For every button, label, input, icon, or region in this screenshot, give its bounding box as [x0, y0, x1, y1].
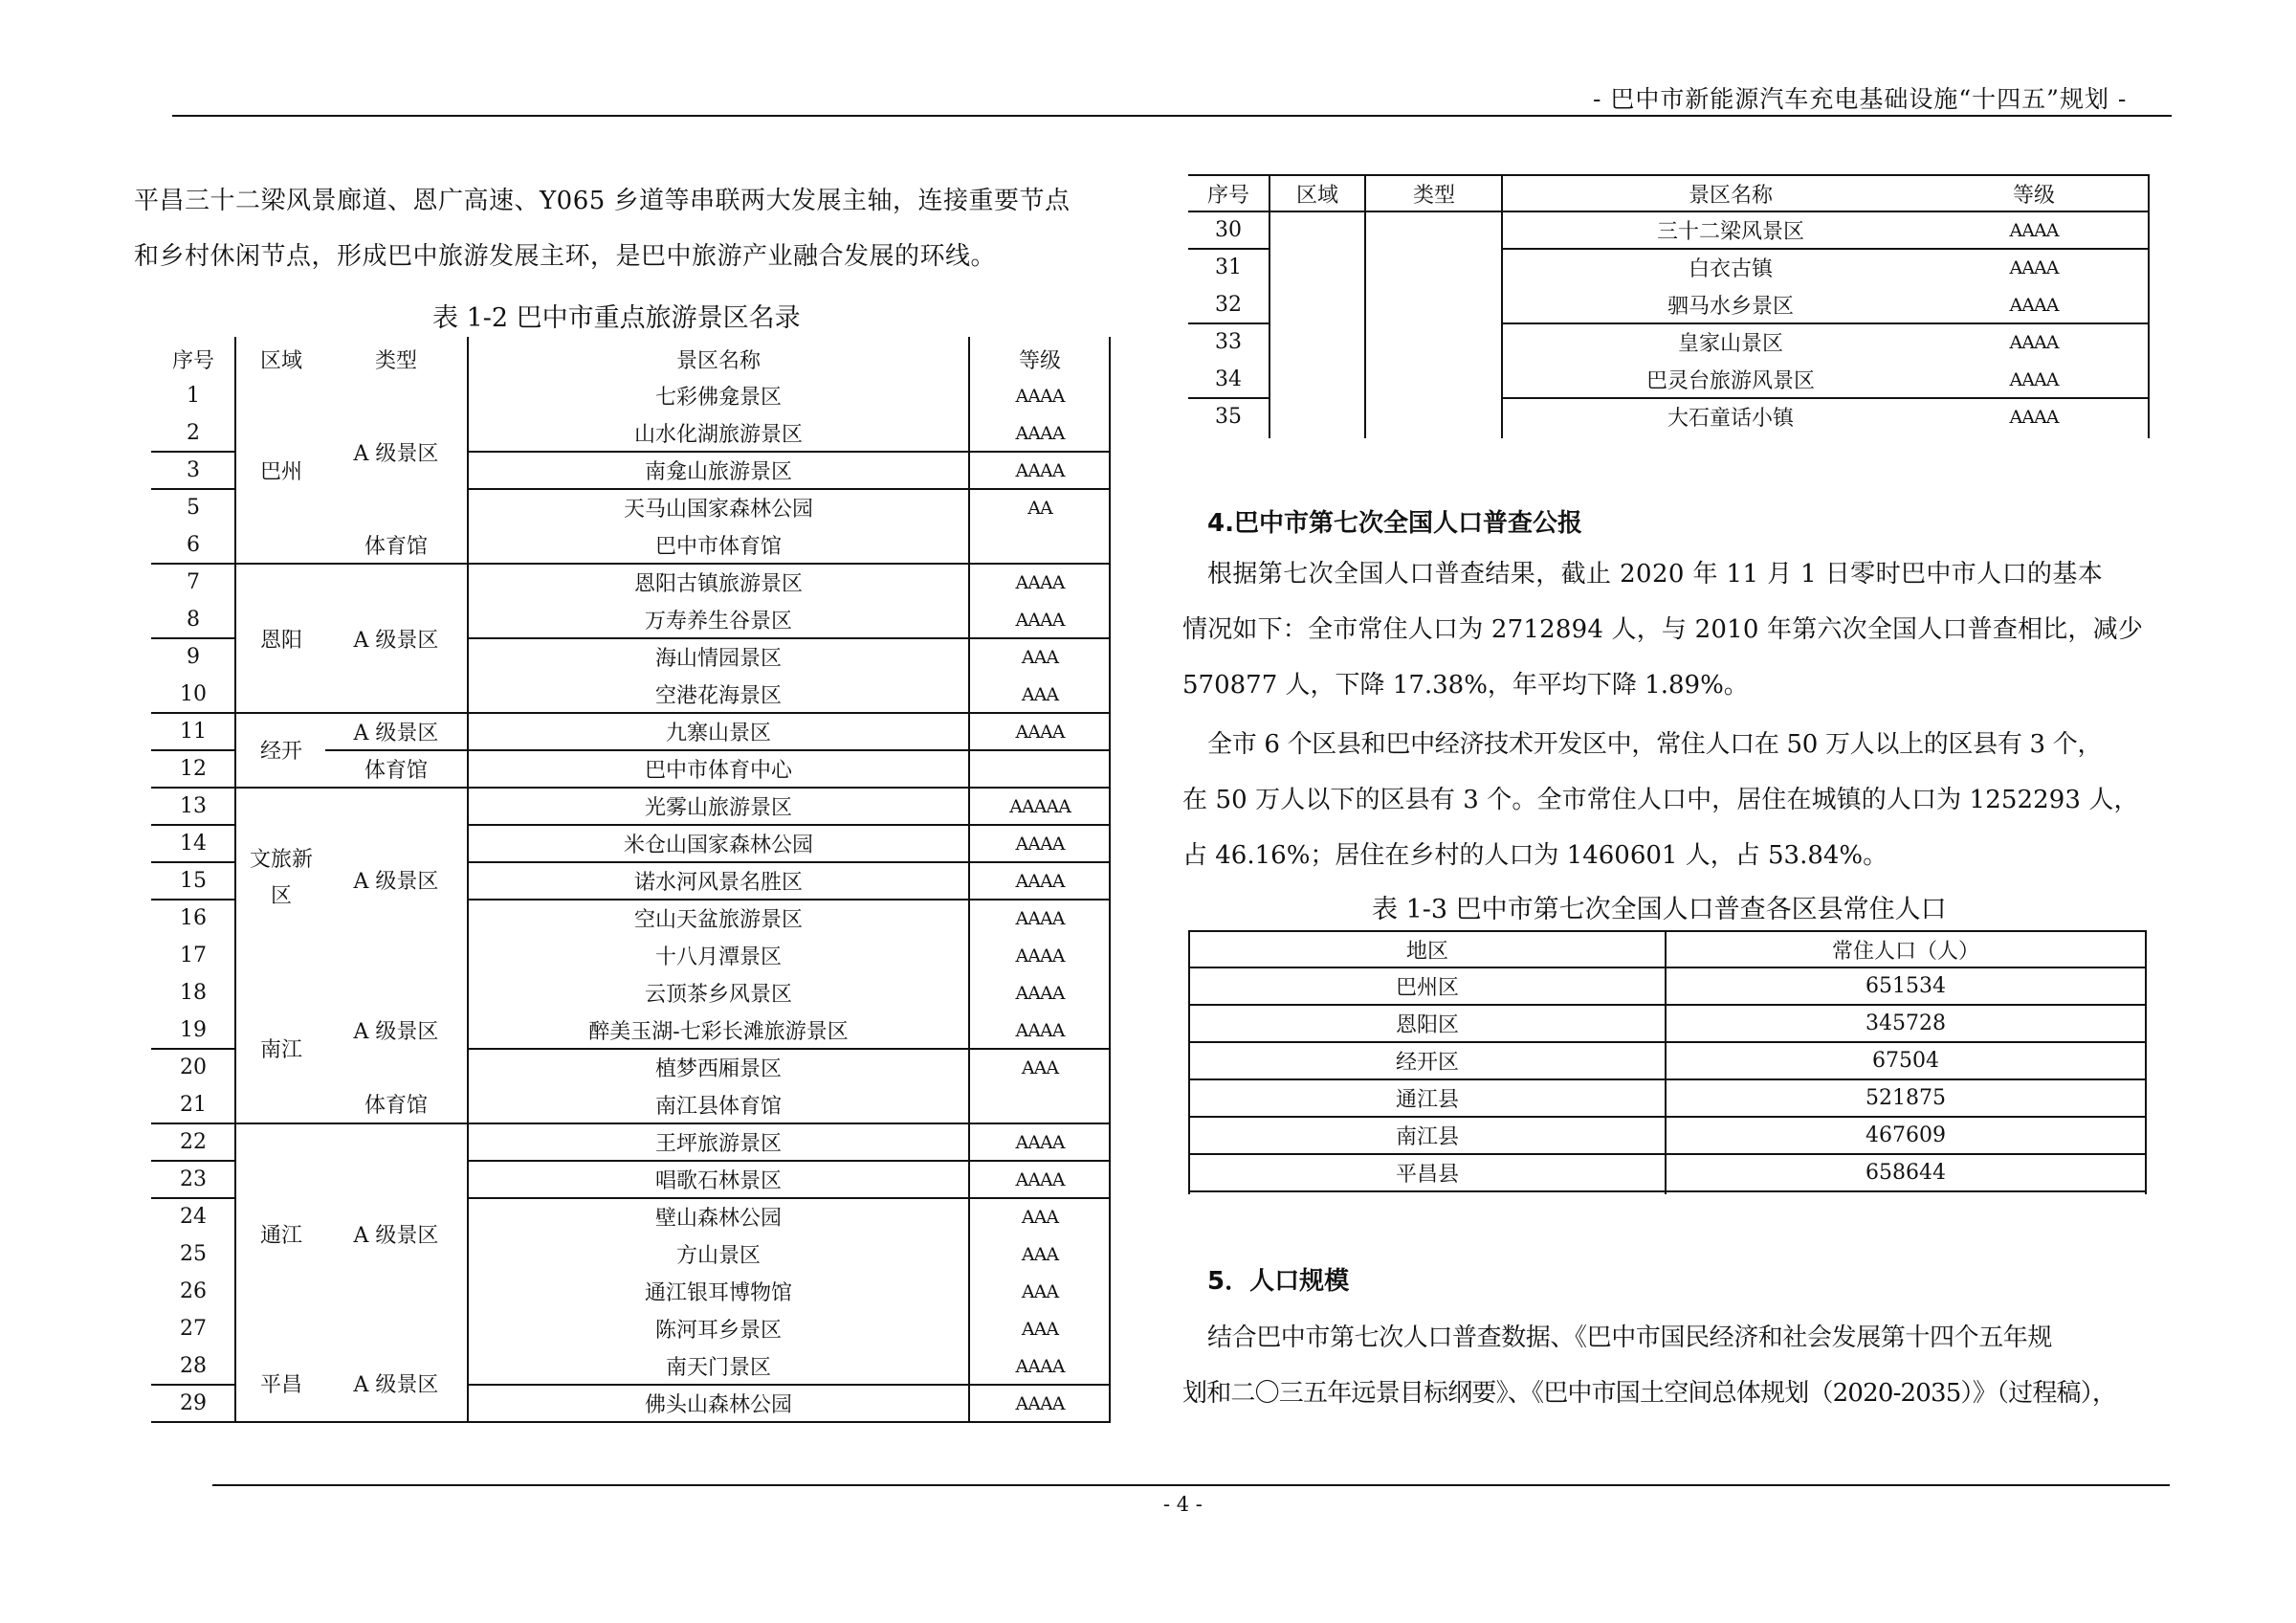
- t12-rule-name: [467, 637, 1111, 639]
- t12-row-grade: AAAA: [1015, 1392, 1065, 1414]
- t12-row-name: 王坪旅游景区: [654, 1132, 782, 1156]
- t12-row-grade: AAA: [1021, 1056, 1059, 1078]
- t12-rule-name: [467, 1197, 1111, 1199]
- t12c-header-region: 区域: [1295, 183, 1338, 208]
- t12c-row-no: 33: [1215, 330, 1242, 354]
- section-5-heading: 5．人口规模: [1207, 1267, 1350, 1296]
- t12-row-grade: AAAA: [1015, 982, 1065, 1004]
- t13-header-pop: 常住人口（人）: [1831, 939, 1979, 964]
- t12c-row-name: 白衣古镇: [1688, 257, 1773, 281]
- t12-row-no: 16: [180, 906, 207, 930]
- section-4-para1-line2: 情况如下：全市常住人口为 2712894 人，与 2010 年第六次全国人口普查相比，减少: [1182, 615, 2144, 644]
- t12c-header-type: 类型: [1412, 183, 1455, 208]
- t12-row-name: 九寨山景区: [665, 722, 771, 745]
- running-header: - 巴中市新能源汽车充电基础设施“十四五”规划 -: [1593, 85, 2128, 113]
- t12-row-name: 诺水河风景名胜区: [633, 871, 803, 895]
- t12c-rule: [1188, 322, 1269, 324]
- t12-rule-no: [151, 451, 235, 453]
- t13-row-pop: 658644: [1866, 1161, 1946, 1185]
- t12-rule-no: [151, 749, 235, 751]
- t12-row-name: 恩阳古镇旅游景区: [633, 572, 803, 596]
- t13-vline-mid: [1665, 930, 1667, 1194]
- t12-vline-1: [234, 337, 236, 1422]
- t12-row-no: 27: [180, 1317, 207, 1341]
- t12-rule-full: [151, 787, 1111, 789]
- t12-row-name: 南天门景区: [665, 1356, 771, 1380]
- t13-row-area: 经开区: [1395, 1051, 1459, 1075]
- t13-rule: [1188, 930, 2147, 932]
- t12-row-grade: AAAA: [1015, 907, 1065, 929]
- t12-row-no: 18: [180, 981, 207, 1005]
- t12-type-nanjiang-a: A 级景区: [353, 1020, 439, 1044]
- t12-row-no: 14: [180, 832, 207, 856]
- t12c-top-rule: [1188, 174, 2149, 176]
- t12-region-pingchang: 平昌: [259, 1373, 302, 1397]
- t12-rule-no: [151, 1048, 235, 1050]
- t12-rule-no: [151, 637, 235, 639]
- t12-row-grade: AAAA: [1015, 945, 1065, 967]
- t12-row-no: 28: [180, 1354, 207, 1378]
- t12c-vline-4: [2148, 174, 2150, 438]
- t12c-row-no: 32: [1215, 293, 1242, 317]
- t12-row-no: 22: [180, 1130, 207, 1154]
- t13-rule: [1188, 1190, 2147, 1192]
- t12-row-name: 巴中市体育中心: [644, 759, 792, 783]
- t12-row-grade: AAA: [1021, 1243, 1059, 1265]
- t13-vline-right: [2145, 930, 2147, 1194]
- t12-row-name: 唱歌石林景区: [654, 1169, 782, 1193]
- t12c-row-no: 34: [1215, 367, 1242, 391]
- t12-row-name: 醉美玉湖-七彩长滩旅游景区: [588, 1020, 849, 1044]
- t12-rule-name: [467, 749, 1111, 751]
- t12c-row-no: 35: [1215, 405, 1242, 429]
- t12-row-grade: AAAA: [1015, 571, 1065, 593]
- t12-row-no: 13: [180, 794, 207, 818]
- t12-row-no: 3: [187, 458, 200, 482]
- t13-row-pop: 521875: [1866, 1086, 1946, 1110]
- t12-row-no: 2: [187, 421, 200, 445]
- t12c-vline-2: [1364, 174, 1366, 438]
- t12-row-grade: AAAA: [1015, 609, 1065, 631]
- t12-rule-no: [151, 861, 235, 863]
- t13-rule: [1188, 1041, 2147, 1043]
- t12-row-name: 海山情园景区: [654, 647, 782, 671]
- t12-rule-name: [467, 488, 1111, 490]
- t12-rule-name: [467, 1384, 1111, 1386]
- t12c-row-grade: AAAA: [2009, 256, 2059, 278]
- t12-row-grade: AAAA: [1015, 833, 1065, 855]
- t12-row-no: 7: [187, 570, 200, 594]
- t12-vline-3: [968, 337, 970, 1422]
- t12-row-name: 七彩佛龛景区: [654, 386, 782, 410]
- intro-line-1: 平昌三十二梁风景廊道、恩广高速、Y065 乡道等串联两大发展主轴，连接重要节点: [134, 187, 1071, 215]
- t12-rule-no: [151, 824, 235, 826]
- t12-row-no: 15: [180, 869, 207, 893]
- t12-rule-name: [467, 1048, 1111, 1050]
- t12-row-grade: AAAA: [1015, 1131, 1065, 1153]
- t12-row-no: 21: [180, 1093, 207, 1117]
- t12-row-grade: AAAA: [1015, 1168, 1065, 1190]
- t12-row-name: 十八月潭景区: [654, 945, 782, 969]
- footer-rule: [212, 1484, 2170, 1486]
- t12-row-grade: AA: [1027, 497, 1052, 519]
- t12-rule-no: [151, 1197, 235, 1199]
- t13-row-area: 巴州区: [1395, 976, 1459, 1000]
- t12-region-wenlv: [237, 840, 325, 917]
- section-4-heading: 4.巴中市第七次全国人口普查公报: [1207, 509, 1582, 538]
- t12-row-name: 天马山国家森林公园: [623, 498, 813, 522]
- t13-vline-left: [1188, 930, 1190, 1194]
- intro-line-2: 和乡村休闲节点，形成巴中旅游发展主环，是巴中旅游产业融合发展的环线。: [134, 242, 997, 271]
- t12c-row-grade: AAAA: [2009, 406, 2059, 428]
- t12c-rule: [1501, 322, 2149, 324]
- t12-rule-no: [151, 1160, 235, 1162]
- t12c-vline-1: [1269, 174, 1270, 438]
- t12-type-nanjiang-gym: 体育馆: [364, 1094, 428, 1118]
- t12c-rule: [1188, 248, 1269, 250]
- section-4-para2-line3: 占 46.16%；居住在乡村的人口为 1460601 人，占 53.84%。: [1182, 841, 1888, 870]
- t12-row-grade: AAAAA: [1009, 795, 1071, 817]
- t12c-row-no: 31: [1215, 256, 1242, 279]
- t12-region-nanjiang: 南江: [259, 1038, 302, 1062]
- t12c-row-name: 大石童话小镇: [1667, 407, 1794, 431]
- t13-rule: [1188, 1153, 2147, 1155]
- t12c-rule: [1501, 397, 2149, 399]
- t12c-header-name: 景区名称: [1688, 183, 1773, 208]
- t12-row-name: 南龛山旅游景区: [644, 460, 792, 484]
- t12-type-jingkai-a: A 级景区: [353, 722, 439, 745]
- t12-row-name: 陈河耳乡景区: [654, 1319, 782, 1343]
- t12-row-grade: AAAA: [1015, 422, 1065, 444]
- t13-row-area: 恩阳区: [1395, 1013, 1459, 1037]
- t12c-header-rule: [1188, 211, 2149, 212]
- t12-rule-name: [467, 861, 1111, 863]
- t12-row-no: 1: [187, 384, 200, 408]
- t13-row-area: 平昌县: [1395, 1163, 1459, 1187]
- t12-row-no: 19: [180, 1018, 207, 1042]
- t12c-rule: [1188, 397, 1269, 399]
- t12-header-type: 类型: [374, 348, 417, 373]
- t13-rule: [1188, 1116, 2147, 1118]
- t12-row-name: 光雾山旅游景区: [644, 796, 792, 820]
- page-number: - 4 -: [1163, 1493, 1203, 1516]
- t13-rule: [1188, 967, 2147, 968]
- t13-row-pop: 651534: [1866, 974, 1946, 998]
- t12-row-no: 11: [180, 720, 207, 744]
- t12-rule-no: [151, 488, 235, 490]
- t12-rule-name: [467, 824, 1111, 826]
- t12-row-no: 10: [180, 682, 207, 706]
- t12-row-grade: AAA: [1021, 683, 1059, 705]
- t12-region-bazhou: 巴州: [259, 460, 302, 484]
- t12c-row-grade: AAAA: [2009, 331, 2059, 353]
- t12c-header-no: 序号: [1206, 183, 1249, 208]
- t12c-row-grade: AAAA: [2009, 368, 2059, 390]
- t13-rule: [1188, 1078, 2147, 1080]
- t12-header-grade: 等级: [1018, 348, 1061, 373]
- t12-rule-name: [467, 1160, 1111, 1162]
- t12-rule-full: [151, 1123, 1111, 1124]
- section-4-para1-line3: 570877 人，下降 17.38%，年平均下降 1.89%。: [1182, 671, 1749, 700]
- t12-rule-full: [151, 563, 1111, 565]
- t12-row-grade: AAAA: [1015, 1355, 1065, 1377]
- t12-region-wenlv-text: 文旅新区: [249, 848, 313, 908]
- t12-row-name: 佛头山森林公园: [644, 1393, 792, 1417]
- t12c-row-name: 驷马水乡景区: [1667, 295, 1794, 319]
- t12-type-bazhou-a: A 级景区: [353, 442, 439, 466]
- t12-row-grade: AAA: [1021, 1280, 1059, 1302]
- t12-row-name: 巴中市体育馆: [654, 535, 782, 559]
- t13-row-pop: 467609: [1866, 1123, 1946, 1147]
- t12-type-tongjiang-a: A 级景区: [353, 1224, 439, 1248]
- t12-header-region: 区域: [259, 348, 302, 373]
- t12-row-no: 5: [187, 496, 200, 520]
- t12-row-grade: AAAA: [1015, 385, 1065, 407]
- t12-rule-no: [151, 1384, 235, 1386]
- t13-header-area: 地区: [1405, 939, 1448, 964]
- t12-rule-full: [151, 1421, 1111, 1423]
- t12c-row-grade: AAAA: [2009, 219, 2059, 241]
- header-rule: [172, 115, 2172, 117]
- t12-row-no: 8: [187, 608, 200, 632]
- t12c-row-name: 三十二梁风景区: [1656, 220, 1804, 244]
- table-1-3-caption: 表 1-3 巴中市第七次全国人口普查各区县常住人口: [1372, 895, 1947, 924]
- t12-row-no: 25: [180, 1242, 207, 1266]
- t12c-vline-3: [1501, 174, 1503, 438]
- t12-row-grade: AAAA: [1015, 459, 1065, 481]
- t12-row-grade: AAAA: [1015, 870, 1065, 892]
- t12-row-grade: AAA: [1021, 1318, 1059, 1340]
- t12-rule-no: [151, 899, 235, 900]
- t13-rule: [1188, 1004, 2147, 1006]
- t12-type-bazhou-gym: 体育馆: [364, 535, 428, 559]
- t13-row-area: 通江县: [1395, 1088, 1459, 1112]
- t12-row-name: 通江银耳博物馆: [644, 1281, 792, 1305]
- t12-row-name: 云顶茶乡风景区: [644, 983, 792, 1007]
- t12-vline-2: [467, 337, 469, 1422]
- t12c-row-name: 巴灵台旅游风景区: [1645, 369, 1815, 393]
- t12-row-name: 植梦西厢景区: [654, 1057, 782, 1081]
- t12-row-name: 空山天盆旅游景区: [633, 908, 803, 932]
- t12-row-no: 12: [180, 757, 207, 781]
- t12-rule-name: [467, 451, 1111, 453]
- t12-row-name: 壁山森林公园: [654, 1207, 782, 1231]
- section-4-para1-line1: 根据第七次全国人口普查结果，截止 2020 年 11 月 1 日零时巴中市人口的基本: [1207, 560, 2104, 589]
- t12-region-enyang: 恩阳: [259, 629, 302, 653]
- t12c-row-grade: AAAA: [2009, 294, 2059, 316]
- t12-row-grade: AAA: [1021, 646, 1059, 668]
- t12-row-no: 9: [187, 645, 200, 669]
- t12c-row-no: 30: [1215, 218, 1242, 242]
- t12-type-enyang-a: A 级景区: [353, 629, 439, 653]
- t12-type-wenlv-a: A 级景区: [353, 870, 439, 894]
- t12-row-no: 17: [180, 944, 207, 967]
- t12-row-grade: AAA: [1021, 1206, 1059, 1228]
- section-4-para2-line1: 全市 6 个区县和巴中经济技术开发区中，常住人口在 50 万人以上的区县有 3 个，: [1207, 730, 2103, 759]
- t12-type-pingchang-a: A 级景区: [353, 1373, 439, 1397]
- t12-row-no: 6: [187, 533, 200, 557]
- t13-row-pop: 67504: [1872, 1049, 1939, 1073]
- t12-row-name: 南江县体育馆: [654, 1095, 782, 1119]
- t12-row-no: 20: [180, 1056, 207, 1079]
- t12-row-name: 米仓山国家森林公园: [623, 834, 813, 857]
- t12-row-no: 26: [180, 1279, 207, 1303]
- t13-row-pop: 345728: [1866, 1012, 1946, 1035]
- t12-row-no: 29: [180, 1391, 207, 1415]
- t12-region-jingkai: 经开: [259, 740, 302, 764]
- section-5-para-line1: 结合巴中市第七次人口普查数据、《巴中市国民经济和社会发展第十四个五年规: [1207, 1323, 2053, 1352]
- t12-region-tongjiang: 通江: [259, 1224, 302, 1248]
- table-1-2-caption: 表 1-2 巴中市重点旅游景区名录: [432, 303, 801, 333]
- t12c-row-name: 皇家山景区: [1677, 332, 1783, 356]
- section-5-para-line2: 划和二〇三五年远景目标纲要》、《巴中市国土空间总体规划（2020-2035）》（过程稿），: [1182, 1379, 2117, 1408]
- t12c-header-grade: 等级: [2012, 183, 2055, 208]
- t12-type-jingkai-gym: 体育馆: [364, 759, 428, 783]
- t12-row-grade: AAAA: [1015, 1019, 1065, 1041]
- section-4-para2-line2: 在 50 万人以下的区县有 3 个。全市常住人口中，居住在城镇的人口为 1252293 人，: [1182, 786, 2139, 814]
- t12-header-name: 景区名称: [675, 348, 761, 373]
- t12-row-name: 山水化湖旅游景区: [633, 423, 803, 447]
- t12-header-no: 序号: [171, 348, 214, 373]
- t13-row-area: 南江县: [1395, 1125, 1459, 1149]
- t12-rule-type: [325, 749, 469, 751]
- t12-row-no: 23: [180, 1167, 207, 1191]
- t12-row-grade: [970, 1086, 1110, 1123]
- t12-row-name: 万寿养生谷景区: [644, 610, 792, 634]
- t12-row-name: 方山景区: [675, 1244, 761, 1268]
- t12-row-grade: [970, 526, 1110, 564]
- t12-row-grade: [970, 750, 1110, 788]
- t12-row-no: 24: [180, 1205, 207, 1229]
- t12c-rule: [1501, 248, 2149, 250]
- t12-vline-4: [1109, 337, 1111, 1422]
- t12-rule-name: [467, 899, 1111, 900]
- t12-row-name: 空港花海景区: [654, 684, 782, 708]
- t12-row-grade: AAAA: [1015, 721, 1065, 743]
- t12-rule-full: [151, 712, 1111, 714]
